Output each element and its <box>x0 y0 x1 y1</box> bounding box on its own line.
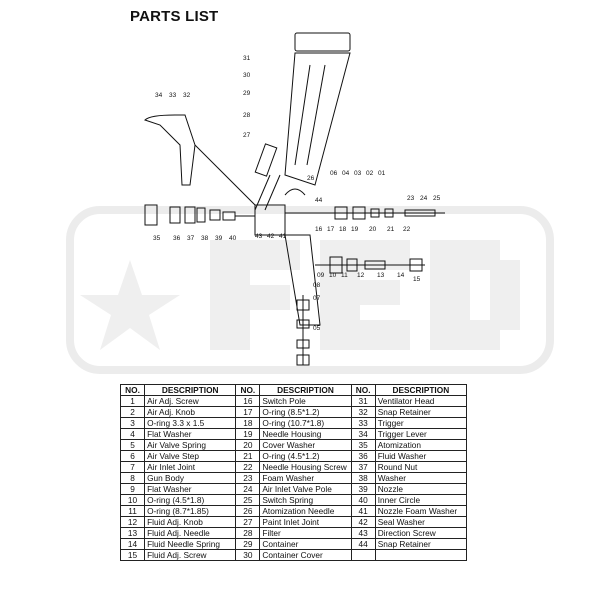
col-header: NO. <box>236 385 260 396</box>
part-number-cell: 33 <box>351 418 375 429</box>
part-description-cell: Filter <box>260 528 351 539</box>
part-description-cell: Air Adj. Knob <box>145 407 236 418</box>
part-number-cell: 9 <box>121 484 145 495</box>
part-description-cell: Nozzle Foam Washer <box>375 506 466 517</box>
table-row <box>121 429 467 440</box>
col-header: DESCRIPTION <box>145 385 236 396</box>
callout: 37 <box>187 235 195 242</box>
col-header: DESCRIPTION <box>375 385 466 396</box>
table-row <box>121 440 467 451</box>
callout: 14 <box>397 272 405 279</box>
part-description-cell: Needle Housing <box>260 429 351 440</box>
part-description-cell: Needle Housing Screw <box>260 462 351 473</box>
callout: 15 <box>413 276 421 283</box>
table-row <box>121 506 467 517</box>
callout: 12 <box>357 272 365 279</box>
part-number-cell: 3 <box>121 418 145 429</box>
container-shape <box>285 53 350 185</box>
table-row <box>121 451 467 462</box>
table-row <box>121 528 467 539</box>
part-description-cell: O-ring 3.3 x 1.5 <box>145 418 236 429</box>
page-title: PARTS LIST <box>130 8 219 25</box>
part-description-cell: Air Inlet Valve Pole <box>260 484 351 495</box>
part-description-cell <box>375 550 466 561</box>
part-description-cell: Round Nut <box>375 462 466 473</box>
part-description-cell: Ventilator Head <box>375 396 466 407</box>
trigger-shape <box>145 115 195 185</box>
table-row <box>121 462 467 473</box>
part-number-cell: 25 <box>236 495 260 506</box>
part-description-cell: Snap Retainer <box>375 407 466 418</box>
part-description-cell: O-ring (10.7*1.8) <box>260 418 351 429</box>
col-header: NO. <box>121 385 145 396</box>
callout: 24 <box>420 195 428 202</box>
callout: 05 <box>313 325 321 332</box>
table-row <box>121 484 467 495</box>
gun-body-shape <box>255 205 285 235</box>
part-number-cell: 37 <box>351 462 375 473</box>
part-description-cell: Switch Spring <box>260 495 351 506</box>
part-number-cell: 23 <box>236 473 260 484</box>
part-number-cell: 16 <box>236 396 260 407</box>
part-description-cell: Cover Washer <box>260 440 351 451</box>
part-description-cell: Fluid Adj. Screw <box>145 550 236 561</box>
atomization-shape <box>145 205 157 225</box>
callout: 23 <box>407 195 415 202</box>
callout: 27 <box>243 132 251 139</box>
part-description-cell: Air Adj. Screw <box>145 396 236 407</box>
callout: 04 <box>342 170 350 177</box>
part-number-cell: 38 <box>351 473 375 484</box>
part-description-cell: O-ring (8.7*1.85) <box>145 506 236 517</box>
part-number-cell: 19 <box>236 429 260 440</box>
part-number-cell: 15 <box>121 550 145 561</box>
part-number-cell: 14 <box>121 539 145 550</box>
part-description-cell: Direction Screw <box>375 528 466 539</box>
part-description-cell: Fluid Needle Spring <box>145 539 236 550</box>
part-description-cell: Trigger <box>375 418 466 429</box>
part-number-cell: 32 <box>351 407 375 418</box>
callout: 31 <box>243 55 251 62</box>
callout: 29 <box>243 90 251 97</box>
part-description-cell: Air Valve Spring <box>145 440 236 451</box>
table-row <box>121 407 467 418</box>
part-number-cell: 12 <box>121 517 145 528</box>
part-description-cell: Air Valve Step <box>145 451 236 462</box>
part-number-cell: 13 <box>121 528 145 539</box>
part-number-cell: 6 <box>121 451 145 462</box>
part-description-cell: Atomization <box>375 440 466 451</box>
part-number-cell: 5 <box>121 440 145 451</box>
callout: 30 <box>243 72 251 79</box>
part-number-cell: 44 <box>351 539 375 550</box>
callout: 11 <box>341 272 348 279</box>
callout: 28 <box>243 112 251 119</box>
callout: 35 <box>153 235 161 242</box>
callout: 43 <box>255 233 263 240</box>
part-description-cell: O-ring (4.5*1.8) <box>145 495 236 506</box>
callout: 13 <box>377 272 385 279</box>
part-number-cell: 18 <box>236 418 260 429</box>
part-description-cell: Trigger Lever <box>375 429 466 440</box>
callout: 01 <box>378 170 386 177</box>
filter-shape <box>255 144 277 176</box>
callout: 16 <box>315 226 323 233</box>
col-header: DESCRIPTION <box>260 385 351 396</box>
callout: 34 <box>155 92 163 99</box>
part-number-cell: 22 <box>236 462 260 473</box>
part-number-cell: 11 <box>121 506 145 517</box>
callout: 06 <box>330 170 338 177</box>
part-number-cell: 4 <box>121 429 145 440</box>
callout: 32 <box>183 92 191 99</box>
part-number-cell: 43 <box>351 528 375 539</box>
part-description-cell: Foam Washer <box>260 473 351 484</box>
part-description-cell: Fluid Adj. Needle <box>145 528 236 539</box>
table-row <box>121 418 467 429</box>
part-number-cell: 42 <box>351 517 375 528</box>
callout: 42 <box>267 233 275 240</box>
part-number-cell: 36 <box>351 451 375 462</box>
part-description-cell: Inner Circle <box>375 495 466 506</box>
part-number-cell: 26 <box>236 506 260 517</box>
part-description-cell: Washer <box>375 473 466 484</box>
part-description-cell: Nozzle <box>375 484 466 495</box>
table-row <box>121 517 467 528</box>
part-number-cell: 41 <box>351 506 375 517</box>
part-number-cell: 34 <box>351 429 375 440</box>
part-description-cell: Atomization Needle <box>260 506 351 517</box>
callout: 39 <box>215 235 223 242</box>
callout: 09 <box>317 272 325 279</box>
part-description-cell: Container Cover <box>260 550 351 561</box>
part-number-cell: 30 <box>236 550 260 561</box>
callout: 33 <box>169 92 177 99</box>
table-row <box>121 539 467 550</box>
callout: 02 <box>366 170 374 177</box>
part-number-cell: 8 <box>121 473 145 484</box>
part-number-cell: 28 <box>236 528 260 539</box>
callout: 36 <box>173 235 181 242</box>
callout: 40 <box>229 235 237 242</box>
part-number-cell: 24 <box>236 484 260 495</box>
callout: 18 <box>339 226 347 233</box>
part-number-cell: 40 <box>351 495 375 506</box>
callout: 07 <box>313 295 321 302</box>
part-description-cell: Paint Inlet Joint <box>260 517 351 528</box>
table-header-row <box>121 385 467 396</box>
part-number-cell: 21 <box>236 451 260 462</box>
table-row <box>121 396 467 407</box>
callout: 20 <box>369 226 377 233</box>
part-number-cell: 31 <box>351 396 375 407</box>
part-description-cell: Snap Retainer <box>375 539 466 550</box>
callout: 26 <box>307 175 315 182</box>
callout: 10 <box>329 272 337 279</box>
part-description-cell: Flat Washer <box>145 429 236 440</box>
part-description-cell: Air Inlet Joint <box>145 462 236 473</box>
part-description-cell: Fluid Washer <box>375 451 466 462</box>
callout-labels <box>153 55 441 332</box>
part-number-cell: 39 <box>351 484 375 495</box>
part-description-cell: O-ring (4.5*1.2) <box>260 451 351 462</box>
callout: 17 <box>327 226 335 233</box>
callout: 03 <box>354 170 362 177</box>
part-number-cell: 35 <box>351 440 375 451</box>
callout: 25 <box>433 195 441 202</box>
parts-table <box>120 384 467 561</box>
part-number-cell: 7 <box>121 462 145 473</box>
part-description-cell: O-ring (8.5*1.2) <box>260 407 351 418</box>
callout: 22 <box>403 226 411 233</box>
part-description-cell: Seal Washer <box>375 517 466 528</box>
part-number-cell: 1 <box>121 396 145 407</box>
part-description-cell: Flat Washer <box>145 484 236 495</box>
part-number-cell <box>351 550 375 561</box>
table-row <box>121 550 467 561</box>
spray-gun-exploded-diagram <box>135 25 475 377</box>
part-description-cell: Container <box>260 539 351 550</box>
callout: 08 <box>313 282 321 289</box>
table-row <box>121 495 467 506</box>
part-number-cell: 20 <box>236 440 260 451</box>
part-number-cell: 17 <box>236 407 260 418</box>
part-description-cell: Gun Body <box>145 473 236 484</box>
part-number-cell: 27 <box>236 517 260 528</box>
part-number-cell: 10 <box>121 495 145 506</box>
part-description-cell: Switch Pole <box>260 396 351 407</box>
callout: 44 <box>315 197 323 204</box>
part-description-cell: Fluid Adj. Knob <box>145 517 236 528</box>
part-number-cell: 2 <box>121 407 145 418</box>
callout: 19 <box>351 226 359 233</box>
table-row <box>121 473 467 484</box>
col-header: NO. <box>351 385 375 396</box>
part-number-cell: 29 <box>236 539 260 550</box>
container-cover-shape <box>295 33 350 51</box>
callout: 41 <box>279 233 287 240</box>
callout: 38 <box>201 235 209 242</box>
callout: 21 <box>387 226 395 233</box>
